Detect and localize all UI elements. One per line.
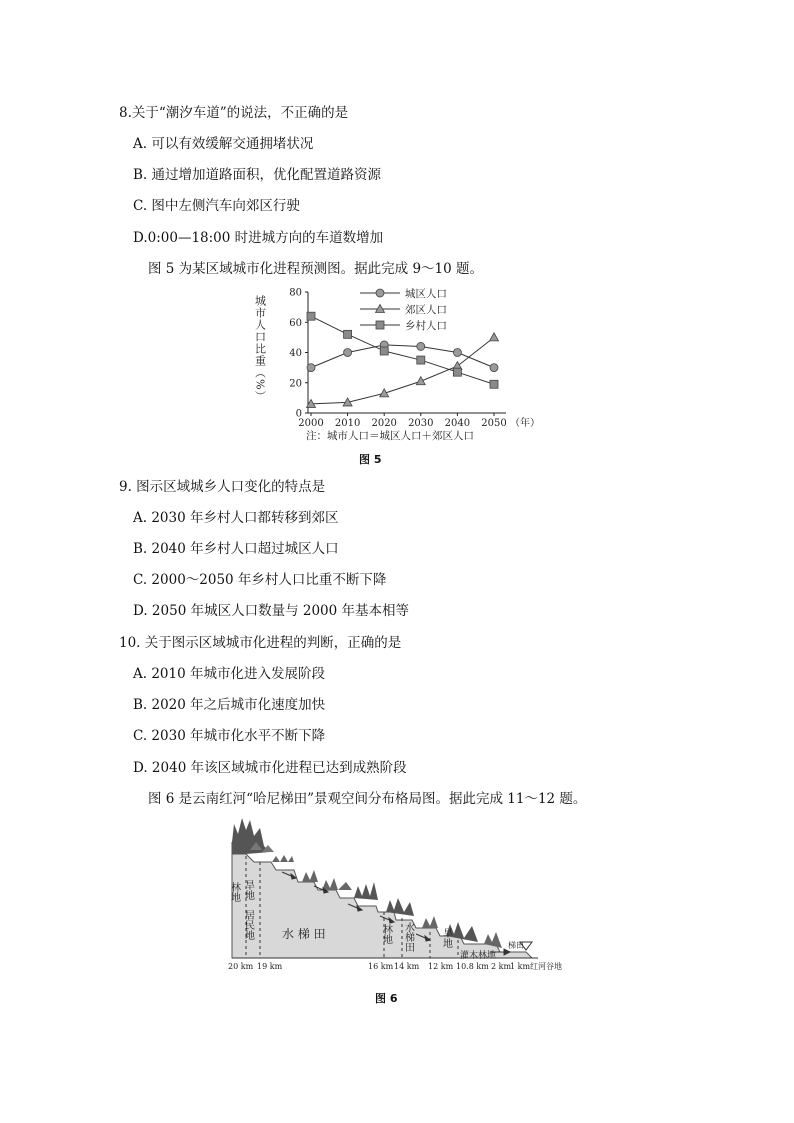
q8-option-a: A. 可以有效缓解交通拥堵状况 [133,136,314,152]
distance-label: 20 km [228,962,254,971]
distance-label: 1 km [510,962,531,971]
y-axis-label: 城市人口比重（%） [253,295,267,403]
q9-option-c: C. 2000～2050 年乡村人口比重不断下降 [133,572,387,588]
zone-label: 水 梯 田 [282,927,326,941]
y-tick-label: 0 [295,408,302,420]
data-point [453,368,461,376]
x-tick-label: 2020 [371,418,397,429]
y-tick-label: 20 [289,378,302,390]
legend-label: 城区人口 [405,288,447,300]
data-point [417,342,425,350]
fig5-caption: 图 5 [359,453,382,466]
zone-label: 灌木林地 [460,951,497,961]
data-point [417,356,425,364]
q10-option-d: D. 2040 年该区域城市化进程已达到成熟阶段 [133,760,407,776]
q9-option-b: B. 2040 年乡村人口超过城区人口 [133,541,339,557]
zone-label: 居民地 [242,910,254,940]
y-tick-label: 60 [289,317,302,329]
distance-label: 2 km [491,962,512,971]
zone-label: 林地 [228,882,240,902]
legend-marker [376,321,384,329]
q10-option-c: C. 2030 年城市化水平不断下降 [133,728,326,744]
x-tick-label: 2010 [334,418,361,429]
x-tick-label: 2030 [408,418,434,429]
q10-option-b: B. 2020 年之后城市化速度加快 [133,697,326,713]
data-point [344,330,352,338]
legend-label: 郊区人口 [405,304,447,316]
zone-label: 水梯田 [402,922,414,952]
distance-label: 14 km [394,962,420,971]
fig6-caption: 图 6 [375,992,398,1005]
series-line-1 [311,337,494,404]
q8-option-c: C. 图中左侧汽车向郊区行驶 [133,198,300,214]
data-point [307,312,315,320]
q8-option-b: B. 通过增加道路面积，优化配置道路资源 [133,167,382,183]
series-line-0 [311,345,494,368]
x-unit-label: （年） [510,418,540,429]
y-tick-label: 40 [289,348,302,359]
q8-option-d: D.0:00—18:00 时进城方向的车道数增加 [133,230,384,246]
zone-label: 旱地 [440,928,452,948]
distance-label: 19 km [257,962,283,971]
distance-label: 10.8 km [456,962,489,971]
data-point [490,380,498,388]
y-tick-label: 80 [289,287,302,299]
q8-stem: 8.关于“潮汐车道”的说法，不正确的是 [119,105,349,121]
data-point [416,377,425,385]
x-tick-label: 2050 [481,418,507,429]
series-line-2 [311,316,494,384]
x-tick-label: 2000 [298,418,324,429]
fig6-intro: 图 6 是云南红河“哈尼梯田”景观空间分布格局图。据此完成 11～12 题。 [148,791,587,807]
distance-label: 红河谷地 [530,962,562,971]
fig6-terrace-diagram [226,812,576,975]
q10-stem: 10. 关于图示区域城市化进程的判断，正确的是 [119,635,402,651]
zone-label: 林地 [380,924,392,944]
q9-option-a: A. 2030 年乡村人口都转移到郊区 [133,510,339,526]
q9-stem: 9. 图示区域城乡人口变化的特点是 [119,479,326,495]
data-point [344,349,352,357]
distance-label: 16 km [368,962,394,971]
data-point [453,349,461,357]
fig5-intro: 图 5 为某区域城市化进程预测图。据此完成 9～10 题。 [148,261,484,277]
data-point [380,389,389,397]
zone-label: 梯田 [508,941,524,950]
data-point [490,364,498,372]
data-point [307,364,315,372]
x-tick-label: 2040 [444,418,471,429]
data-point [490,333,499,341]
q9-option-d: D. 2050 年城区人口数量与 2000 年基本相等 [133,603,410,619]
distance-label: 12 km [428,962,454,971]
legend-label: 乡村人口 [405,320,447,332]
fig5-line-chart [246,283,546,445]
data-point [380,347,388,355]
legend-marker [376,289,384,297]
chart-note: 注：城市人口＝城区人口＋郊区人口 [306,430,474,442]
q10-option-a: A. 2010 年城市化进入发展阶段 [133,666,325,682]
zone-label: 旱地 [242,880,254,900]
